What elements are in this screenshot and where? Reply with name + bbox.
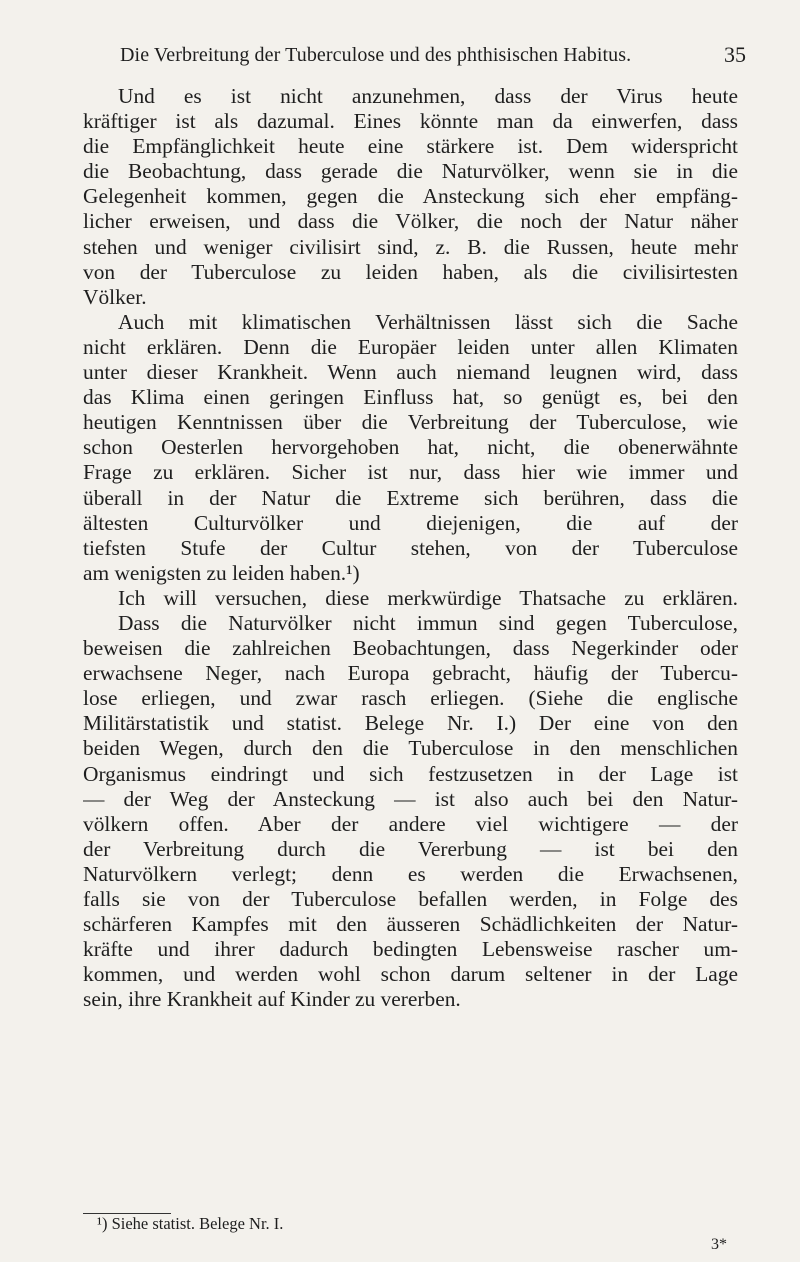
text-line: kräftiger ist als dazumal. Eines könnte man da einwerfen, dass (83, 109, 738, 134)
page-number: 35 (724, 42, 746, 67)
text-line: licher erweisen, und dass die Völker, die noch der Natur näher (83, 209, 738, 234)
text-line: Völker. (83, 284, 147, 309)
text-line: Frage zu erklären. Sicher ist nur, dass hier wie immer und (83, 460, 738, 485)
text-line: das Klima einen geringen Einfluss hat, so genügt es, bei den (83, 385, 738, 410)
running-header-title: Die Verbreitung der Tuberculose und des phthisischen Habitus. (120, 44, 632, 66)
text-line: völkern offen. Aber der andere viel wichtigere — der (83, 811, 738, 836)
text-line: heutigen Kenntnissen über die Verbreitung der Tuberculose, wie (83, 410, 738, 435)
text-line: erwachsene Neger, nach Europa gebracht, häufig der Tubercu- (83, 661, 738, 686)
text-line: Und es ist nicht anzunehmen, dass der Virus heute (118, 84, 738, 108)
text-line: lose erliegen, und zwar rasch erliegen. (Siehe die englische (83, 686, 738, 711)
footnote: ¹) Siehe statist. Belege Nr. I. (97, 1214, 284, 1233)
text-line: Ich will versuchen, diese merkwürdige Thatsache zu erklären. (118, 585, 738, 610)
text-line: ältesten Culturvölker und diejenigen, die auf der (83, 510, 738, 535)
body-text (83, 84, 738, 1012)
text-line: sein, ihre Krankheit auf Kinder zu vererben. (83, 987, 461, 1012)
text-line: die Empfänglichkeit heute eine stärkere ist. Dem widerspricht (83, 134, 738, 159)
text-line: tiefsten Stufe der Cultur stehen, von der Tuberculose (83, 535, 738, 560)
text-line: kräfte und ihrer dadurch bedingten Lebensweise rascher um- (83, 937, 738, 962)
text-line: überall in der Natur die Extreme sich berühren, dass die (83, 485, 738, 510)
text-line: beweisen die zahlreichen Beobachtungen, dass Negerkinder oder (83, 636, 738, 661)
text-line: — der Weg der Ansteckung — ist also auch bei den Natur- (83, 786, 738, 811)
text-line: beiden Wegen, durch den die Tuberculose in den menschlichen (83, 736, 738, 761)
text-line: unter dieser Krankheit. Wenn auch niemand leugnen wird, dass (83, 360, 738, 385)
text-line: Gelegenheit kommen, gegen die Ansteckung sich eher empfäng- (83, 184, 738, 209)
text-line: falls sie von der Tuberculose befallen werden, in Folge des (83, 887, 738, 911)
text-line: Naturvölkern verlegt; denn es werden die Erwachsenen, (83, 861, 738, 886)
running-header (120, 44, 746, 74)
text-line: schärferen Kampfes mit den äusseren Schädlichkeiten der Natur- (83, 912, 738, 937)
text-line: Dass die Naturvölker nicht immun sind gegen Tuberculose, (118, 610, 738, 635)
text-line: Auch mit klimatischen Verhältnissen lässt sich die Sache (118, 309, 738, 334)
text-line: nicht erklären. Denn die Europäer leiden unter allen Klimaten (83, 334, 738, 359)
text-line: stehen und weniger civilisirt sind, z. B. die Russen, heute mehr (83, 234, 738, 259)
text-line: schon Oesterlen hervorgehoben hat, nicht, die obenerwähnte (83, 435, 738, 460)
text-line: Organismus eindringt und sich festzusetzen in der Lage ist (83, 761, 738, 786)
text-line: von der Tuberculose zu leiden haben, als die civilisirtesten (83, 259, 738, 284)
text-line: Militärstatistik und statist. Belege Nr. I.) Der eine von den (83, 711, 738, 736)
text-line: kommen, und werden wohl schon darum seltener in der Lage (83, 962, 738, 987)
signature-mark: 3* (711, 1236, 727, 1253)
text-line: am wenigsten zu leiden haben.¹) (83, 560, 360, 585)
text-line: der Verbreitung durch die Vererbung — ist bei den (83, 836, 738, 861)
text-line: die Beobachtung, dass gerade die Naturvölker, wenn sie in die (83, 159, 738, 184)
